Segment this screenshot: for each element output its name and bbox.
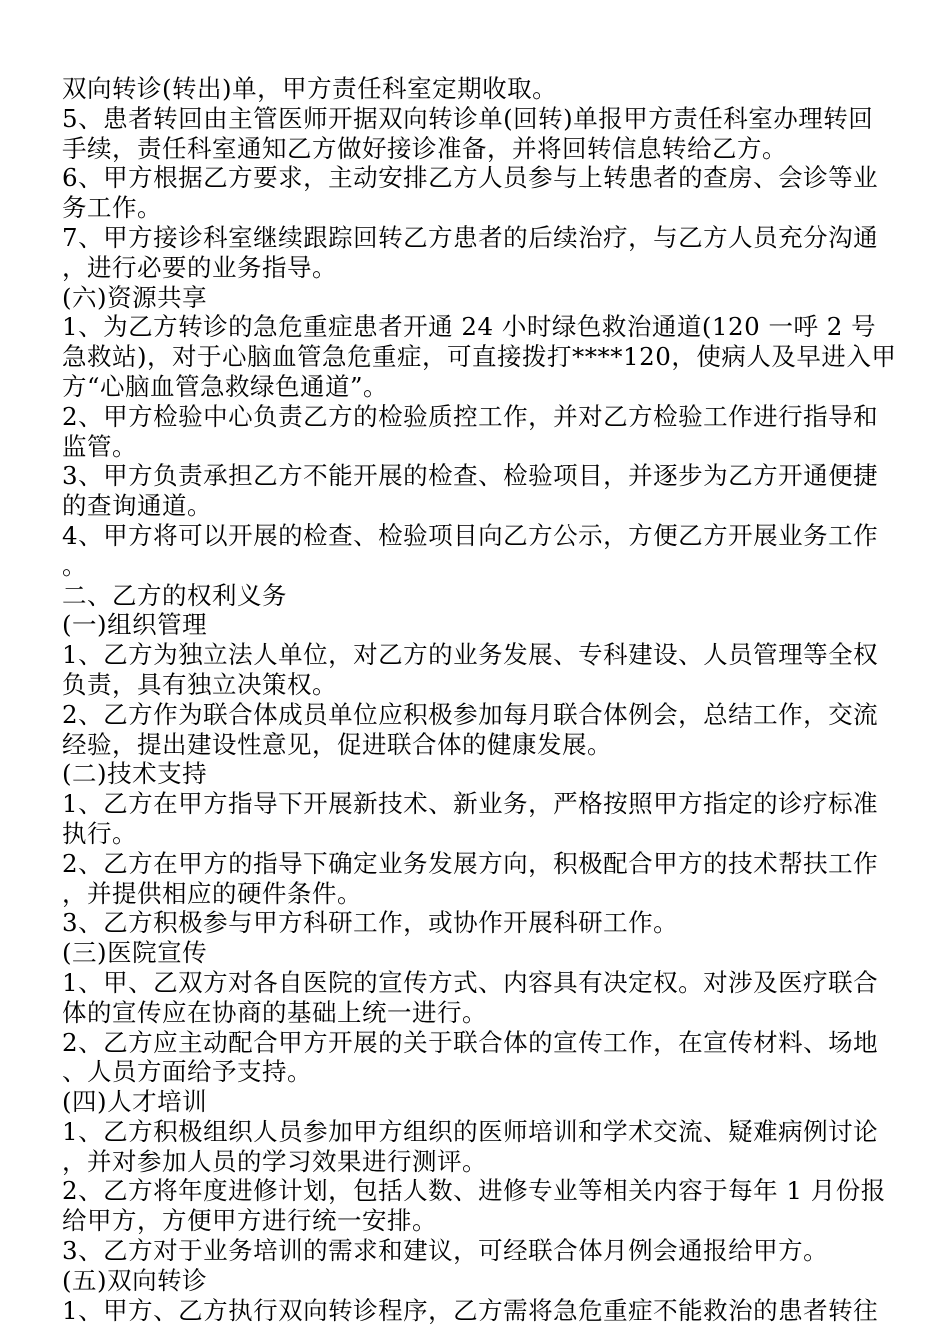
paragraph-green-channel: 1、为乙方转诊的急危重症患者开通 24 小时绿色救治通道(120 一呼 2 号急救站)，对于心脑血管急危重症，可直接拨打****120，使病人及早进入甲方“心脑血管急救绿色通道”。 xyxy=(62,312,897,401)
section-heading-training: (四)人才培训 xyxy=(62,1087,208,1117)
section-heading-publicity: (三)医院宣传 xyxy=(62,938,208,968)
paragraph-lab-quality-control: 2、甲方检验中心负责乙方的检验质控工作，并对乙方检验工作进行指导和监管。 xyxy=(62,401,879,461)
paragraph-item-5-return-transfer: 5、患者转回由主管医师开据双向转诊单(回转)单报甲方责任科室办理转回手续，责任科室通知乙方做好接诊准备，并将回转信息转给乙方。 xyxy=(62,103,874,163)
paragraph-item-7-follow-up: 7、甲方接诊科室继续跟踪回转乙方患者的后续治疗，与乙方人员充分沟通，进行必要的业务指导。 xyxy=(62,222,879,282)
paragraph-examination-items: 3、甲方负责承担乙方不能开展的检查、检验项目，并逐步为乙方开通便捷的查询通道。 xyxy=(62,461,879,521)
paragraph-public-notice: 4、甲方将可以开展的检查、检验项目向乙方公示，方便乙方开展业务工作。 xyxy=(62,520,879,580)
section-heading-technical-support: (二)技术支持 xyxy=(62,759,208,789)
paragraph-independent-legal-entity: 1、乙方为独立法人单位，对乙方的业务发展、专科建设、人员管理等全权负责，具有独立决策权。 xyxy=(62,640,879,699)
section-heading-resource-sharing: (六)资源共享 xyxy=(62,282,208,312)
section-heading-two-way-referral: (五)双向转诊 xyxy=(62,1265,208,1295)
paragraph-referral-procedure: 1、甲方、乙方执行双向转诊程序，乙方需将急危重症不能救治的患者转往 xyxy=(62,1295,879,1325)
paragraph-annual-plan: 2、乙方将年度进修计划，包括人数、进修专业等相关内容于每年 1 月份报给甲方，方便甲方进行统一安排。 xyxy=(62,1176,886,1236)
paragraph-referral-form-collection: 双向转诊(转出)单，甲方责任科室定期收取。 xyxy=(62,74,558,103)
paragraph-staff-training: 1、乙方积极组织人员参加甲方组织的医师培训和学术交流、疑难病例讨论，并对参加人员的学习效果进行测评。 xyxy=(62,1116,879,1176)
section-heading-organization: (一)组织管理 xyxy=(62,610,208,640)
chapter-heading-party-b-rights: 二、乙方的权利义务 xyxy=(62,580,287,610)
paragraph-training-needs: 3、乙方对于业务培训的需求和建议，可经联合体月例会通报给甲方。 xyxy=(62,1236,829,1266)
paragraph-item-6-ward-rounds: 6、甲方根据乙方要求，主动安排乙方人员参与上转患者的查房、会诊等业务工作。 xyxy=(62,163,879,223)
paragraph-research-cooperation: 3、乙方积极参与甲方科研工作，或协作开展科研工作。 xyxy=(62,908,679,938)
paragraph-monthly-meeting: 2、乙方作为联合体成员单位应积极参加每月联合体例会，总结工作，交流经验，提出建设性意见，促进联合体的健康发展。 xyxy=(62,699,879,759)
paragraph-new-technology: 1、乙方在甲方指导下开展新技术、新业务，严格按照甲方指定的诊疗标准执行。 xyxy=(62,789,879,848)
document-body xyxy=(62,74,898,1325)
paragraph-publicity-support: 2、乙方应主动配合甲方开展的关于联合体的宣传工作，在宣传材料、场地、人员方面给予支持。 xyxy=(62,1027,879,1087)
paragraph-development-direction: 2、乙方在甲方的指导下确定业务发展方向，积极配合甲方的技术帮扶工作，并提供相应的硬件条件。 xyxy=(62,848,879,908)
paragraph-publicity-rights: 1、甲、乙双方对各自医院的宣传方式、内容具有决定权。对涉及医疗联合体的宣传应在协商的基础上统一进行。 xyxy=(62,967,879,1027)
